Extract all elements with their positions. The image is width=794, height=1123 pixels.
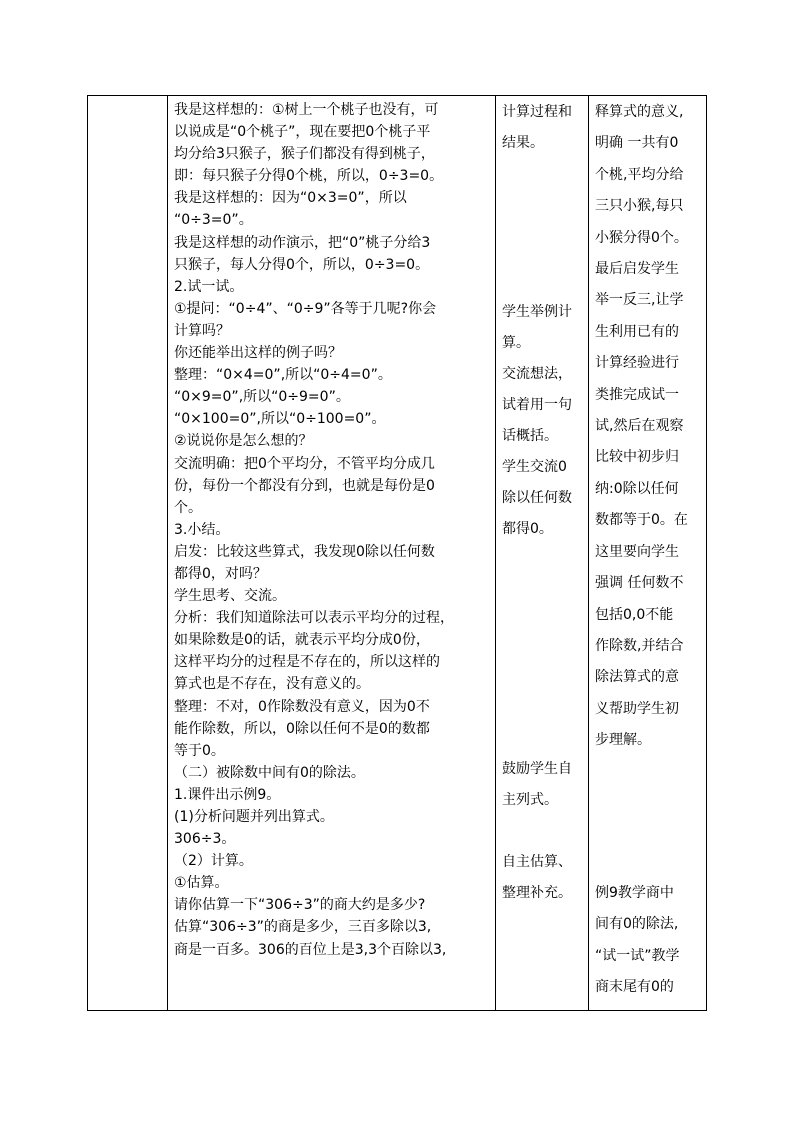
column-student-activity [496,96,589,1010]
content-line: 请你估算一下“306÷3”的商大约是多少? [174,897,426,914]
content-line: 交流明确：把0个平均分，不管平均分成几 [174,455,435,472]
content-line: 以说成是“0个桃子”，现在要把0个桃子平 [174,124,431,141]
intent-line: 强调 任何数不 [595,575,684,592]
activity-line: 算。 [502,335,530,351]
intent-line: 生利用已有的 [595,323,679,340]
intent-line: 间有0的除法, [595,916,679,933]
content-line: 这样平均分的过程是不存在的，所以这样的 [174,654,440,671]
column-teaching-process [168,96,496,1010]
column-blank [88,96,168,1010]
content-line: ②说说你是怎么想的？ [174,433,313,450]
intent-line: 纳:0除以任何 [595,480,679,497]
intent-line: 小猴分得0个。 [595,229,688,246]
content-line: 只猴子，每人分得0个，所以，0÷3=0。 [174,256,430,273]
content-line: 算式也是不存在，没有意义的。 [174,676,370,693]
activity-line: 话概括。 [502,428,558,444]
intent-line: 包括0,0不能 [595,606,674,623]
content-line: 我是这样想的：①树上一个桃子也没有，可 [174,102,439,118]
activity-line: 计算过程和 [502,104,572,120]
intent-line: 释算式的意义, [595,104,684,120]
teaching-content [174,99,492,961]
content-line: 你还能举出这样的例子吗？ [174,345,342,362]
lesson-table [87,95,707,1011]
intent-line: 最后启发学生 [595,261,679,278]
content-line: 商是一百多。306的百位上是3,3个百除以3, [174,941,447,958]
content-line: 306÷3。 [174,831,236,848]
activity-line: 除以任何数 [502,490,572,506]
activity-line: 试着用一句 [502,397,572,413]
content-line: 如果除数是0的话，就表示平均分成0份， [174,632,430,649]
content-line: ①估算。 [174,875,229,892]
content-line: 都得0，对吗？ [174,565,267,582]
intent-line: 试,然后在观察 [595,418,684,435]
activity-line: 主列式。 [502,792,558,808]
content-line: 估算“306÷3”的商是多少，三百多除以3, [174,919,432,936]
intent-line: 步理解。 [595,732,651,749]
content-line: 计算吗？ [174,322,230,339]
activity-line: 结果。 [502,135,544,151]
intent-line: 义帮助学生初 [595,700,679,717]
intent-line: 明确 一共有0 [595,135,679,152]
activity-line: 学生交流0 [502,459,567,475]
column-design-intent [589,96,707,1010]
intent-line: 作除数,并结合 [595,637,684,654]
content-line: 整理：“0×4=0”,所以“0÷4=0”。 [174,367,392,384]
intent-line: 商末尾有0的 [595,979,674,996]
content-line: 等于0。 [174,742,225,759]
activity-line: 整理补充。 [502,885,572,901]
activity-line: 交流想法， [502,366,572,382]
content-line: 能作除数，所以，0除以任何不是0的数都 [174,720,430,737]
content-line: 3.小结。 [174,521,230,538]
content-line: “0÷3=0”。 [174,212,253,229]
student-activity-block [502,754,590,816]
content-line: 整理：不对，0作除数没有意义，因为0不 [174,698,430,715]
content-line: 2.试一试。 [174,278,244,295]
content-line: 分析：我们知道除法可以表示平均分的过程， [174,610,454,627]
content-line: ①提问：“0÷4”、“0÷9”各等于几呢?你会 [174,300,437,317]
activity-line: 学生举例计 [502,304,572,320]
content-line: 均分给3只猴子，猴子们都没有得到桃子， [174,146,435,163]
student-activity-block [502,297,590,545]
intent-line: 三只小猴,每只 [595,198,684,215]
content-line: 个。 [174,499,202,516]
content-line: (1)分析问题并列出算式。 [174,809,334,825]
student-activity-block [502,847,590,909]
student-activity-block [502,97,590,159]
intent-line: 例9教学商中 [595,885,674,901]
design-intent-block [595,878,705,1004]
intent-line: 数都等于0。在 [595,512,688,529]
intent-line: “试一试”教学 [595,947,680,964]
intent-line: 计算经验进行 [595,355,679,372]
content-line: （二）被除数中间有0的除法。 [174,764,365,781]
activity-line: 自主估算、 [502,854,572,870]
content-line: 启发：比较这些算式，我发现0除以任何数 [174,543,435,560]
content-line: “0×9=0”,所以“0÷9=0”。 [174,389,350,406]
content-line: （2）计算。 [174,853,253,870]
content-line: 1.课件出示例9。 [174,786,281,803]
intent-line: 个桃,平均分给 [595,166,684,183]
content-line: 学生思考、交流。 [174,588,286,605]
design-intent-block [595,97,705,757]
content-line: 我是这样想的动作演示，把“0”桃子分给3 [174,234,431,251]
intent-line: 举一反三,让学 [595,292,684,309]
intent-line: 除法算式的意 [595,669,679,686]
activity-line: 鼓励学生自 [502,761,572,777]
content-line: 即：每只猴子分得0个桃，所以，0÷3=0。 [174,168,444,185]
content-line: 份，每份一个都没有分到，也就是每份是0 [174,477,435,494]
content-line: “0×100=0”,所以“0÷100=0”。 [174,411,386,428]
intent-line: 这里要向学生 [595,543,679,560]
activity-line: 都得0。 [502,521,553,537]
intent-line: 类推完成试一 [595,386,679,403]
intent-line: 比较中初步归 [595,449,679,466]
content-line: 我是这样想的：因为“0×3=0”，所以 [174,190,407,207]
